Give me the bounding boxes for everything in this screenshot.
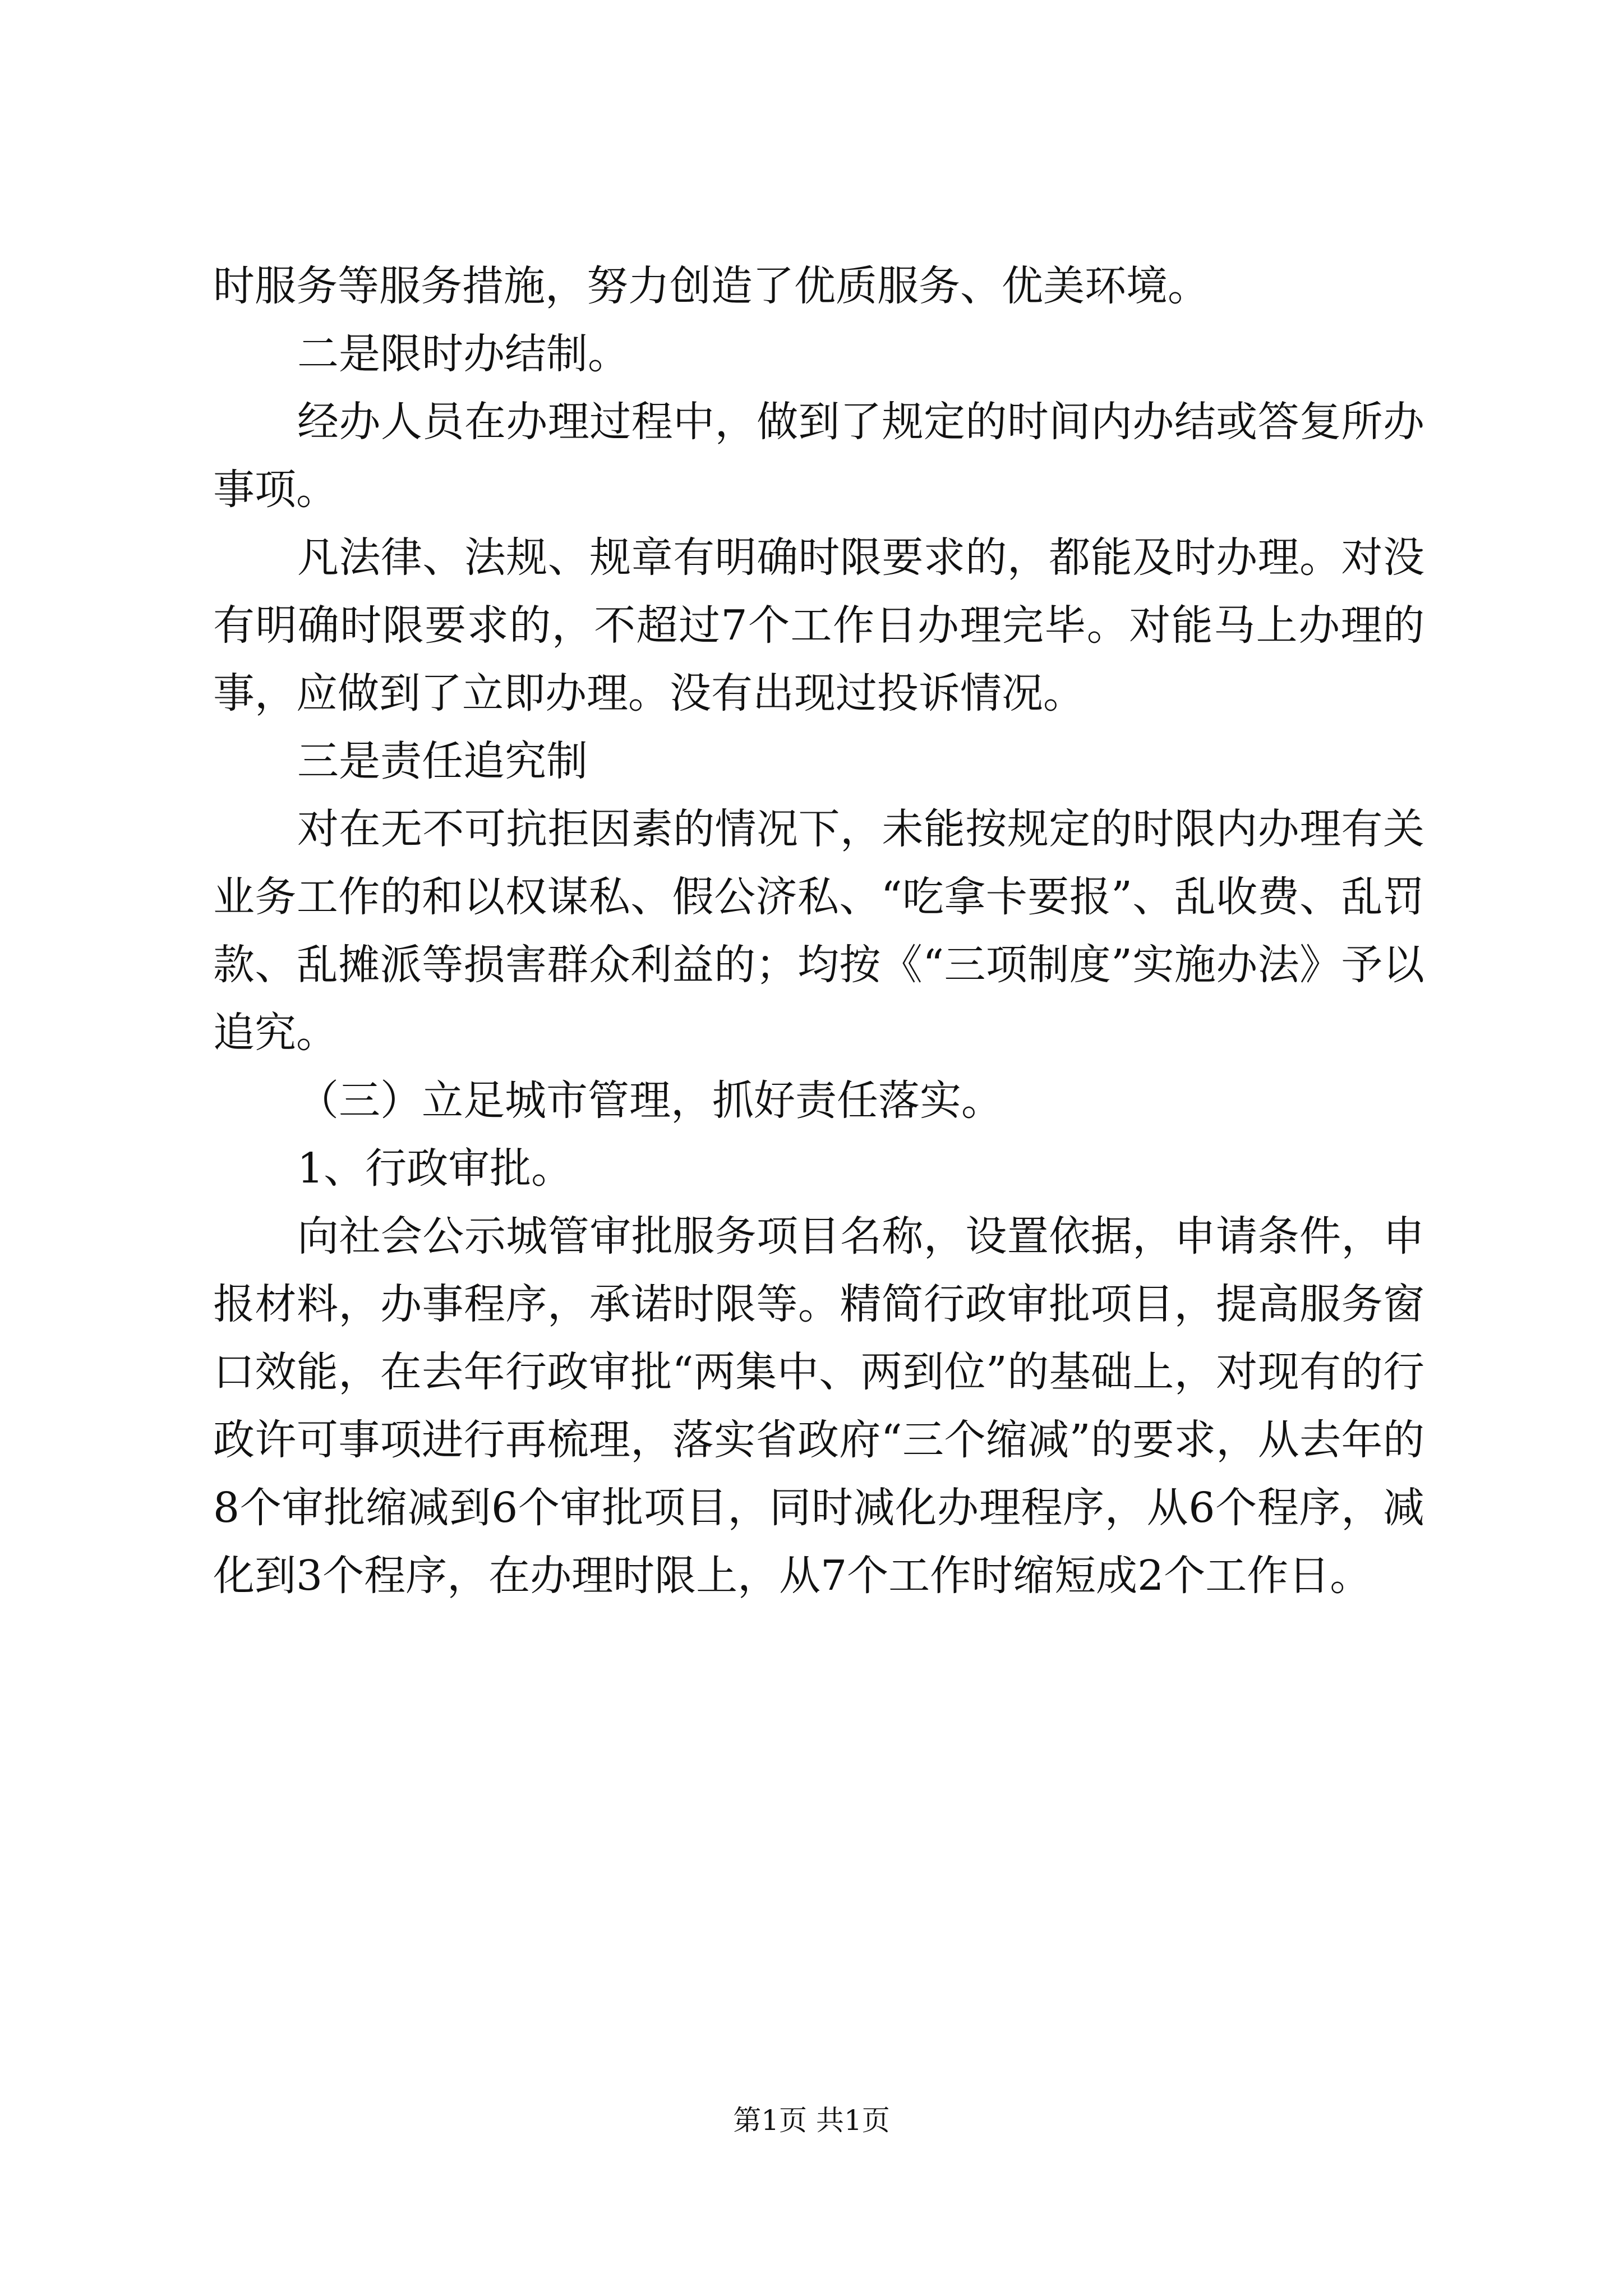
heading-time-limit-system: 二是限时办结制。 [297, 330, 629, 378]
heading-accountability-system: 三是责任追究制 [297, 737, 588, 785]
document-body [213, 252, 1424, 1610]
paragraph-administrative-approval: 向社会公示城管审批服务项目名称，设置依据，申请条件，申报材料，办事程序，承诺时限等。精简行政审批项目，提高服务窗口效能，在去年行政审批“两集中、两到位”的基础上，对现有的行政许可事项进行再梳理，落实省政府“三个缩减”的要求，从去年的8个审批缩减到6个审批项目，同时减化办理程序，从6个程序，减化到3个程序，在办理时限上，从7个工作时缩短成2个工作日。 [213, 1212, 1424, 1600]
paragraph-time-limits: 凡法律、法规、规章有明确时限要求的，都能及时办理。对没有明确时限要求的，不超过7个工作日办理完毕。对能马上办理的事，应做到了立即办理。没有出现过投诉情况。 [213, 533, 1424, 717]
heading-administrative-approval: 1、行政审批。 [297, 1144, 573, 1193]
paragraph-accountability: 对在无不可抗拒因素的情况下，未能按规定的时限内办理有关业务工作的和以权谋私、假公济私、“吃拿卡要报”、乱收费、乱罚款、乱摊派等损害群众利益的；均按《“三项制度”实施办法》予以追究。 [213, 805, 1424, 1057]
heading-city-management: （三）立足城市管理，抓好责任落实。 [297, 1076, 1003, 1125]
paragraph-service-measures: 时服务等服务措施，努力创造了优质服务、优美环境。 [213, 262, 1209, 310]
page-footer: 第1页 共1页 [733, 2104, 890, 2137]
paragraph-handling-process: 经办人员在办理过程中，做到了规定的时间内办结或答复所办事项。 [213, 398, 1424, 514]
